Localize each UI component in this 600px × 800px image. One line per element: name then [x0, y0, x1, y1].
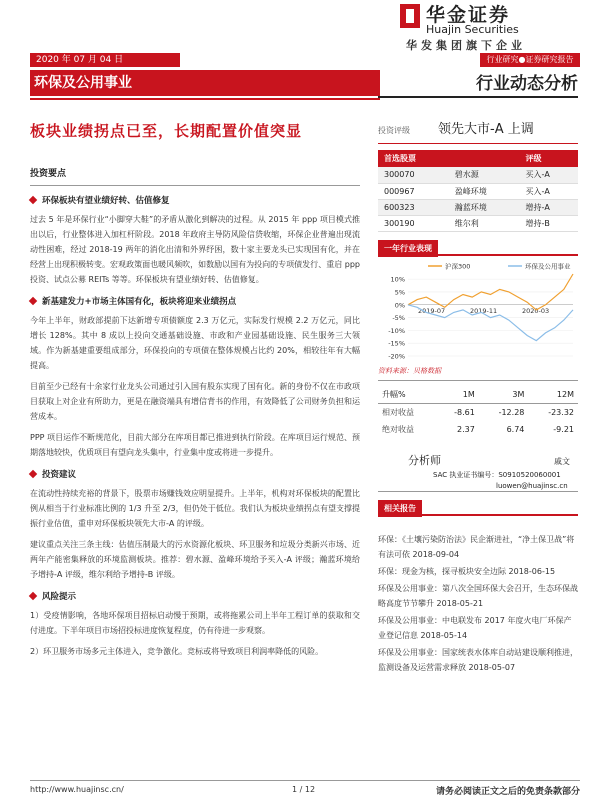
legend-label: 环保及公用事业	[525, 262, 571, 270]
report-tag: 行业研究●证券研究报告	[480, 53, 580, 67]
summary-heading: 投资要点	[30, 166, 360, 186]
performance-chart	[378, 260, 578, 360]
diamond-bullet-icon	[29, 592, 37, 600]
report-item[interactable]: 环保：《土壤污染防治法》民企渐进社，“净土保卫战”将有法可依 2018-09-04	[378, 534, 575, 559]
analyst-role: 分析师	[408, 453, 441, 467]
rating-row	[378, 118, 578, 144]
footer-disclaimer: 请务必阅读正文之后的免责条款部分	[435, 787, 580, 797]
chart-heading: 一年行业表现	[378, 240, 578, 256]
paragraph: PPP 项目运作不断规范化，目前大部分在库项目都已推进到执行阶段。在库项目运行规范、预期落地较快，优质项目有望向龙头集中，行业集中度或将进一步提升。	[30, 433, 360, 457]
paragraph: 1）受疫情影响，各地环保项目招标启动慢于预期，或将拖累公司上半年工程订单的获取和交付进度。下半年项目市场招投标进度恢复程度，仍有待进一步观察。	[30, 611, 360, 635]
y-tick-label: 5%	[394, 287, 405, 296]
diamond-bullet-icon	[29, 297, 37, 305]
main-content	[30, 160, 360, 665]
legend-label: 沪深300	[445, 262, 471, 270]
footer-url[interactable]: http://www.huajinsc.cn/	[30, 785, 124, 794]
brand-name-en: Huajin Securities	[426, 23, 519, 36]
section-heading: 投资建议	[30, 468, 360, 480]
table-row: 相对收益 -8.61 -12.28 -23.32	[382, 407, 574, 417]
page-number: 1 / 12	[292, 785, 316, 794]
y-tick-label: 0%	[394, 300, 405, 309]
page-title: 板块业绩拐点已至，长期配置价值突显	[30, 122, 303, 140]
brand-name: 华金证券	[426, 4, 511, 26]
y-tick-label: 10%	[390, 275, 405, 284]
divider	[30, 98, 380, 100]
analyst-cert: SAC 执业证书编号：S0910520060001	[433, 470, 561, 479]
paragraph: 在流动性持续充裕的背景下，股票市场赚钱效应明显提升。上半年，机构对环保板块的配置比例从相当于行业标准比例的 1/3 升至 2/3，但仍处于低位。我们认为板块业绩拐点有望支撑提振行业估值，重申对环保板块领先大市-A 的评级。	[30, 489, 360, 528]
report-item[interactable]: 环保及公用事业：第八次全国环保大会召开，生态环保战略高度节节攀升 2018-05-21	[378, 583, 578, 608]
section-heading: 环保板块有望业绩好转、估值修复	[30, 194, 360, 206]
rating-value: 领先大市-A 上调	[438, 122, 534, 137]
table-header: 评级	[520, 150, 579, 167]
paragraph: 目前至少已经有十余家行业龙头公司通过引入国有股东实现了国有化。新的身份不仅在市政项目获取上对企业有所助力，更是在融资端具有增信背书的作用，有效降低了公司财务负担和运营成本。	[30, 382, 360, 421]
report-item[interactable]: 环保及公用事业：中电联发布 2017 年度火电厂环保产业登记信息 2018-05-14	[378, 615, 572, 640]
chart-source: 资料来源：贝格数据	[378, 360, 578, 381]
y-tick-label: -15%	[388, 339, 405, 348]
table-row: 600323 瀚蓝环境 增持-A	[378, 199, 578, 215]
table-row: 300190 维尔利 增持-B	[378, 215, 578, 231]
paragraph: 2）环卫服务市场多元主体进入，竞争激化。竞标或将导致项目利润率降低的风险。	[30, 647, 324, 656]
performance-table: 升幅% 1M 3M 12M 相对收益 -8.61 -12.28 -23.32 绝对收益 2.37 6.74 -9.21	[378, 387, 578, 438]
performance-chart-svg	[378, 260, 578, 360]
sidebar	[378, 118, 578, 677]
y-tick-label: -10%	[388, 326, 405, 335]
analyst-name: 戚文	[554, 456, 570, 466]
related-reports-heading: 相关报告	[378, 500, 578, 516]
brand-slogan: 华发集团旗下企业	[406, 39, 526, 52]
section-heading: 风险提示	[30, 590, 360, 602]
page-footer	[30, 780, 580, 796]
diamond-bullet-icon	[29, 470, 37, 478]
y-tick-label: -5%	[392, 313, 405, 322]
report-item[interactable]: 环保及公用事业：国家统表水体库自动站建设顺利推进，监测设备及运营需求释放 2018-05-07	[378, 647, 578, 672]
section-heading: 新基建发力+市场主体国有化，板块将迎来业绩拐点	[30, 295, 360, 307]
report-item[interactable]: 环保：现金为核，探寻板块安全边际 2018-06-15	[378, 566, 556, 576]
table-row: 绝对收益 2.37 6.74 -9.21	[382, 424, 574, 434]
logo-mark-icon	[400, 4, 420, 28]
table-header	[449, 150, 520, 167]
x-tick-label: 2019-07	[418, 306, 446, 315]
x-tick-label: 2020-03	[522, 306, 550, 315]
paragraph: 过去 5 年是环保行业“小脚穿大鞋”的矛盾从激化到解决的过程。从 2015 年 ppp 项目模式推出以后，行业整体进入加杠杆阶段。2018 年政府主导防风险信贷收缩，环保企业普遍出现流动性困难，经过 2018-19 两年的消化出清和外界纾困，数十家主要龙头已实现国有化，并在经营上出现积极转变。宏观政策面也暖风频吹，如数励以国有为投向的专项债发行、重启 ppp 投资、试点公募 REITs 等等。环保板块有望业绩好转、估值修复。	[30, 215, 360, 284]
paragraph: 今年上半年，财政部提前下达新增专项债额度 2.3 万亿元，实际发行规模 2.2 万亿元，同比增长 128%。其中 8 成以上投向交通基础设施、市政和产业园基础设施、民生服务三大领域。作为新基建重要组成部分，环保投向的专项债在整体规模占比约 20%，相较往年有大幅提高。	[30, 316, 360, 370]
table-header: 首选股票	[378, 150, 449, 167]
analyst-email[interactable]: luowen@huajinsc.cn	[496, 481, 568, 490]
analyst-block	[378, 452, 578, 492]
industry-category: 环保及公用事业	[30, 70, 380, 96]
report-type: 行业动态分析	[378, 70, 578, 98]
diamond-bullet-icon	[29, 196, 37, 204]
stock-table	[378, 150, 578, 232]
table-row: 000967 盈峰环境 买入-A	[378, 183, 578, 199]
paragraph: 建议重点关注三条主线：估值压制最大的污水资源化板块、环卫服务和垃圾分类新兴市场、近两年产能密集释放的环境监测板块。推荐：碧水源、盈峰环境给予买入-A 评级；瀚蓝环境给予增持-A 评级，维尔利给予增持-B 评级。	[30, 540, 360, 579]
related-reports	[378, 532, 578, 675]
report-date: 2020 年 07 月 04 日	[30, 53, 180, 67]
table-row: 300070 碧水源 买入-A	[378, 167, 578, 183]
x-tick-label: 2019-11	[470, 306, 498, 315]
rating-label: 投资评级	[378, 126, 410, 135]
y-tick-label: -20%	[388, 352, 405, 360]
